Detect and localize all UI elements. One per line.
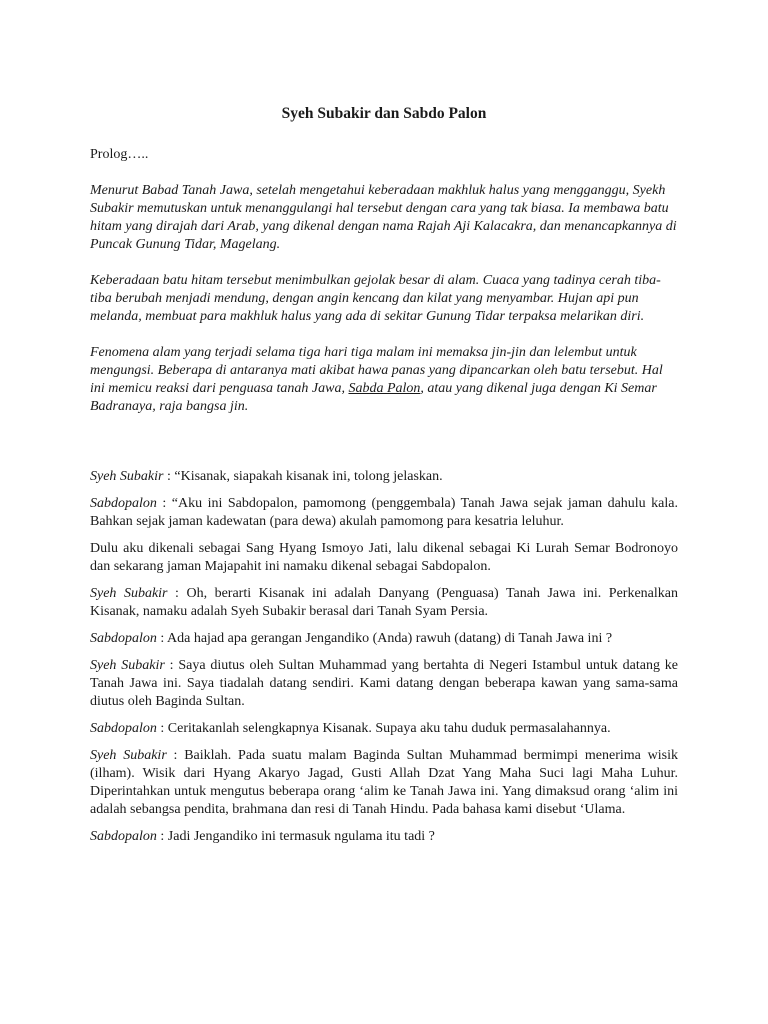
dialog-line	[90, 540, 678, 576]
intro-text: Menurut Babad Tanah Jawa, setelah mengetahui keberadaan makhluk halus yang mengganggu, Syekh Subakir memutuskan untuk menanggulangi hal tersebut dengan cara yang tak biasa. Ia membawa batu hitam yang dirajah dari Arab, yang dikenal dengan nama Rajah Aji Kalacakra, dan menancapkannya di Puncak Gunung Tidar, Magelang.	[90, 183, 677, 252]
speaker-name: Sabdopalon	[90, 721, 157, 736]
document-page	[90, 104, 678, 855]
dialog-text: : “Kisanak, siapakah kisanak ini, tolong jelaskan.	[163, 469, 443, 484]
sabda-palon-link[interactable]: Sabda Palon	[348, 381, 421, 396]
document-title: Syeh Subakir dan Sabdo Palon	[281, 105, 487, 122]
speaker-name: Sabdopalon	[90, 829, 157, 844]
dialog-text: : Oh, berarti Kisanak ini adalah Danyang (Penguasa) Tanah Jawa ini. Perkenalkan Kisanak, namaku adalah Syeh Subakir berasal dari Tanah Syam Persia.	[90, 586, 678, 619]
intro-text: , atau yang dikenal juga dengan Ki Semar Badranaya, raja bangsa jin.	[90, 381, 657, 414]
intro-paragraph-2	[90, 272, 678, 326]
dialog-text: : Ada hajad apa gerangan Jengandiko (Anda) rawuh (datang) di Tanah Jawa ini ?	[156, 631, 613, 646]
intro-text: Fenomena alam yang terjadi selama tiga hari tiga malam ini memaksa jin-jin dan lelembut untuk mengungsi. Beberapa di antaranya mati akibat hawa panas yang dipancarkan oleh batu tersebut. Hal ini memicu reaksi dari penguasa tanah Jawa,	[90, 345, 663, 396]
dialog-line	[90, 495, 678, 531]
dialog-text: Dulu aku dikenali sebagai Sang Hyang Ismoyo Jati, lalu dikenal sebagai Ki Lurah Semar Bodronoyo dan sekarang jaman Majapahit ini namaku dikenal sebagai Sabdopalon.	[90, 541, 678, 574]
dialog-line	[90, 828, 678, 846]
dialog-text: : Jadi Jengandiko ini termasuk ngulama itu tadi ?	[156, 829, 435, 844]
dialog-line	[90, 468, 678, 486]
dialog-text: : Baiklah. Pada suatu malam Baginda Sultan Muhammad bermimpi menerima wisik (ilham). Wisik dari Hyang Akaryo Jagad, Gusti Allah Dzat Yang Maha Suci lagi Maha Luhur. Diperintahkan untuk mengutus beberapa orang ‘alim ke Tanah Jawa ini. Yang dimaksud orang ‘alim ini adalah sebangsa pendita, brahmana dan resi di Tanah Hindu. Pada bahasa kami disebut ‘Ulama.	[90, 748, 678, 817]
speaker-name: Sabdopalon	[90, 631, 157, 646]
section-spacer	[90, 434, 678, 468]
speaker-name: Syeh Subakir	[90, 586, 168, 601]
intro-paragraph-3	[90, 344, 678, 416]
intro-text: Keberadaan batu hitam tersebut menimbulkan gejolak besar di alam. Cuaca yang tadinya cerah tiba-tiba berubah menjadi mendung, dengan angin kencang dan kilat yang menyambar. Hujan api pun melanda, membuat para makhluk halus yang ada di sekitar Gunung Tidar terpaksa melarikan diri.	[90, 273, 661, 324]
intro-paragraph-1	[90, 182, 678, 254]
dialog-text: : Saya diutus oleh Sultan Muhammad yang bertahta di Negeri Istambul untuk datang ke Tanah Jawa ini. Saya tiadalah datang sendiri. Kami datang dengan beberapa kawan yang sama-sama diutus oleh Baginda Sultan.	[90, 658, 678, 709]
dialog-line	[90, 630, 678, 648]
speaker-name: Syeh Subakir	[90, 658, 165, 673]
speaker-name: Sabdopalon	[90, 496, 157, 511]
dialog-line	[90, 657, 678, 711]
prolog-heading: Prolog…..	[90, 147, 149, 162]
speaker-name: Syeh Subakir	[90, 748, 167, 763]
dialog-text: : “Aku ini Sabdopalon, pamomong (penggembala) Tanah Jawa sejak jaman dahulu kala. Bahkan sejak jaman kadewatan (para dewa) akulah pamomong para kesatria leluhur.	[90, 496, 678, 529]
dialog-text: : Ceritakanlah selengkapnya Kisanak. Supaya aku tahu duduk permasalahannya.	[156, 721, 611, 736]
dialog-line	[90, 747, 678, 819]
speaker-name: Syeh Subakir	[90, 469, 164, 484]
dialog-line	[90, 720, 678, 738]
dialog-line	[90, 585, 678, 621]
